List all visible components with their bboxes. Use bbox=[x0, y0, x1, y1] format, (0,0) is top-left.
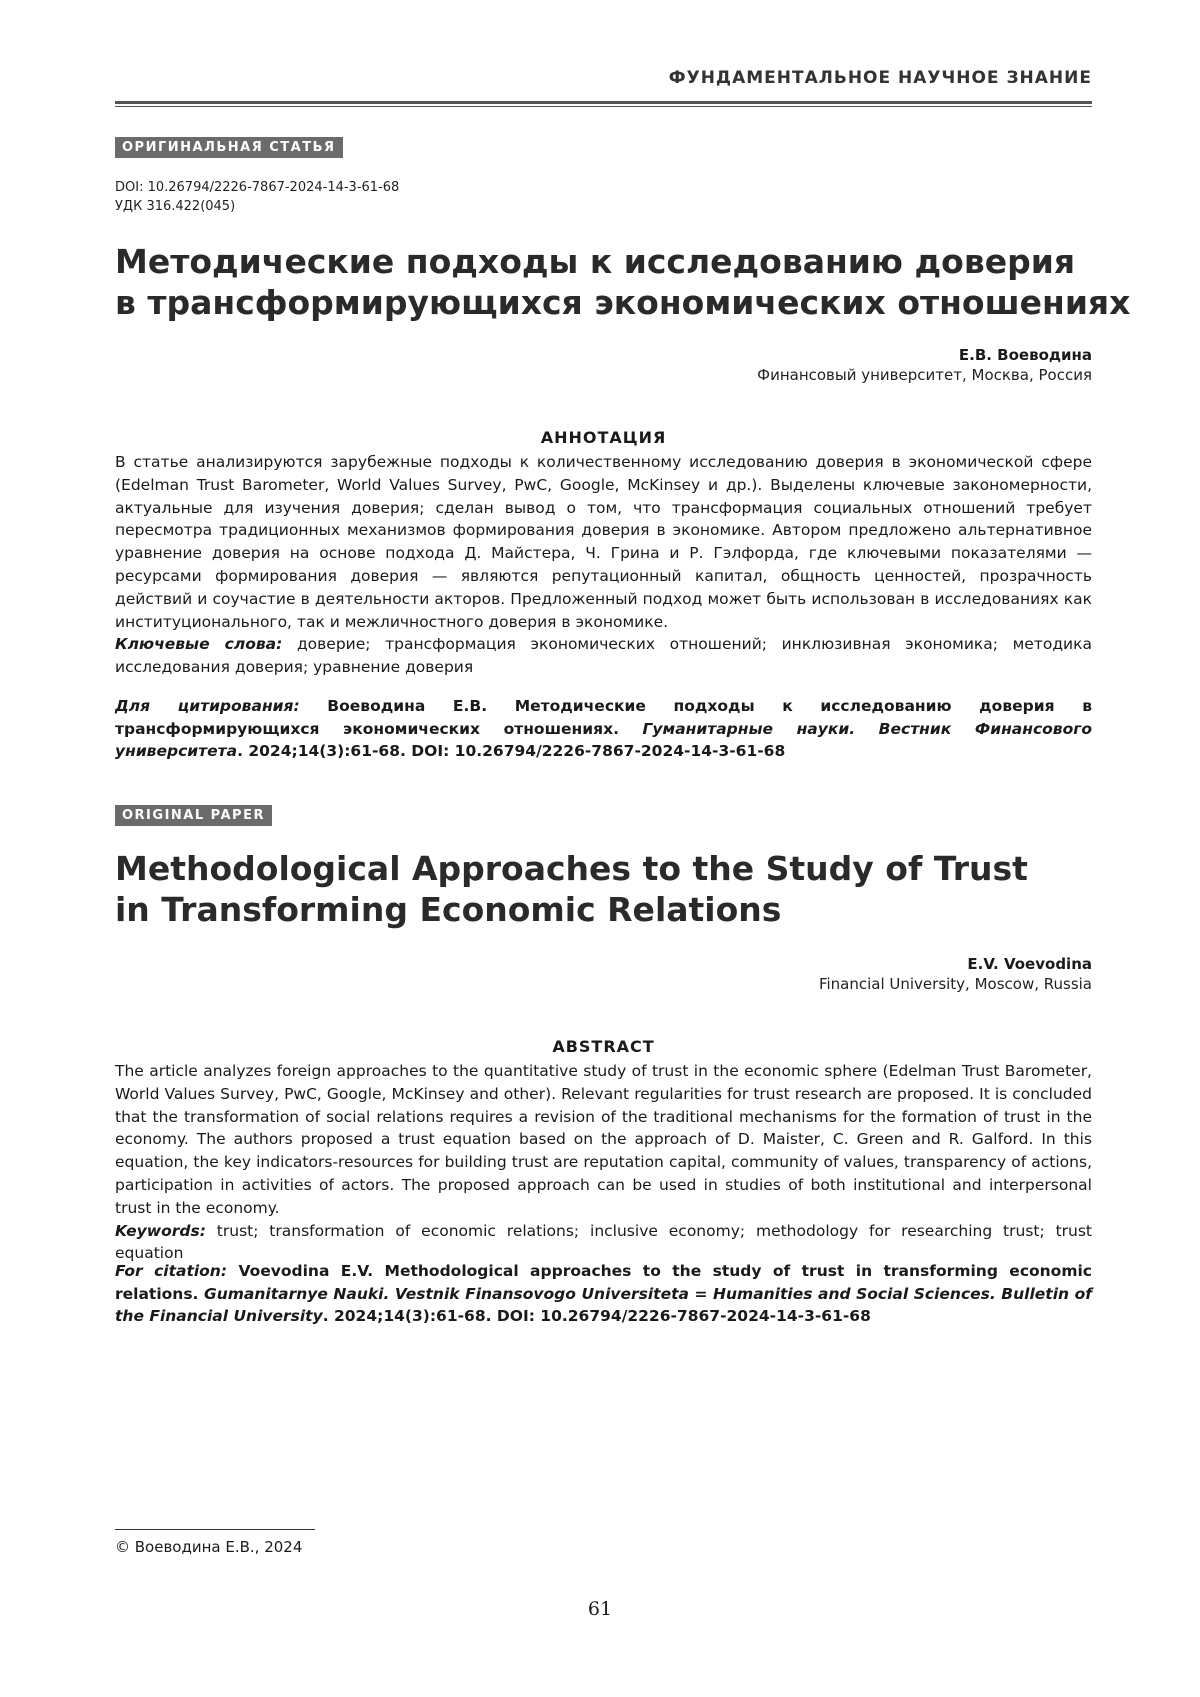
citation-ru bbox=[115, 695, 1092, 763]
udk-line: УДК 316.422(045) bbox=[115, 199, 235, 214]
article-type-badge-ru: ОРИГИНАЛЬНАЯ СТАТЬЯ bbox=[115, 137, 343, 158]
abstract-heading-en: ABSTRACT bbox=[115, 1037, 1092, 1056]
author-affiliation-ru: Финансовый университет, Москва, Россия bbox=[757, 366, 1092, 384]
journal-section-header: ФУНДАМЕНТАЛЬНОЕ НАУЧНОЕ ЗНАНИЕ bbox=[669, 68, 1092, 88]
header-rule-thick bbox=[115, 101, 1092, 104]
abstract-heading-ru: АННОТАЦИЯ bbox=[115, 428, 1092, 447]
article-type-badge-en: ORIGINAL PAPER bbox=[115, 805, 272, 826]
citation-main-ru: Воеводина Е.В. Методические подходы к исследованию доверия в трансформирующихся экономических отношениях. bbox=[115, 697, 1092, 738]
page-number: 61 bbox=[0, 1598, 1200, 1620]
footnote-rule bbox=[115, 1529, 315, 1530]
author-name-ru: Е.В. Воеводина bbox=[757, 346, 1092, 364]
citation-label-ru: Для цитирования: bbox=[115, 697, 300, 715]
keywords-en: trust; transformation of economic relations; inclusive economy; methodology for researching trust; trust equation bbox=[115, 1222, 1092, 1263]
title-line-en-1: Methodological Approaches to the Study of Trust bbox=[115, 848, 1028, 889]
citation-label-en: For citation: bbox=[115, 1262, 227, 1280]
citation-tail-ru: . 2024;14(3):61-68. DOI: 10.26794/2226-7867-2024-14-3-61-68 bbox=[237, 742, 785, 760]
citation-journal-ru: Гуманитарные науки. Вестник Финансового университета bbox=[115, 720, 1092, 761]
author-block-ru bbox=[757, 346, 1092, 384]
author-block-en bbox=[819, 955, 1092, 993]
author-name-en: E.V. Voevodina bbox=[819, 955, 1092, 973]
keywords-label-en: Keywords: bbox=[115, 1222, 206, 1240]
keywords-ru: доверие; трансформация экономических отношений; инклюзивная экономика; методика исследования доверия; уравнение доверия bbox=[115, 635, 1092, 676]
abstract-en bbox=[115, 1060, 1092, 1265]
citation-tail-en: . 2024;14(3):61-68. DOI: 10.26794/2226-7867-2024-14-3-61-68 bbox=[323, 1307, 871, 1325]
abstract-text-en: The article analyzes foreign approaches to the quantitative study of trust in the economic sphere (Edelman Trust Barometer, World Values Survey, PwC, Google, McKinsey and other). Relevant regularities for trust research are proposed. It is concluded that the transformation of social relations requires a revision of the traditional mechanisms for the formation of trust in the economy. The authors proposed a trust equation based on the approach of D. Maister, C. Green and R. Galford. In this equation, the key indicators-resources for building trust are reputation capital, community of values, transparency of actions, participation in activities of actors. The proposed approach can be used in studies of both institutional and interpersonal trust in the economy. bbox=[115, 1062, 1092, 1217]
citation-journal-en: Gumanitarnye Nauki. Vestnik Finansovogo Universiteta = Humanities and Social Sciences. Bulletin of the Financial University bbox=[115, 1285, 1092, 1326]
title-line-en-2: in Transforming Economic Relations bbox=[115, 889, 1028, 930]
copyright-note: © Воеводина Е.В., 2024 bbox=[115, 1538, 302, 1556]
title-line-ru-1: Методические подходы к исследованию доверия bbox=[115, 241, 1130, 282]
author-affiliation-en: Financial University, Moscow, Russia bbox=[819, 975, 1092, 993]
keywords-label-ru: Ключевые слова: bbox=[115, 635, 282, 653]
doi-line: DOI: 10.26794/2226-7867-2024-14-3-61-68 bbox=[115, 180, 399, 195]
article-title-ru bbox=[115, 241, 1130, 323]
citation-main-en: Voevodina E.V. Methodological approaches to the study of trust in transforming economic relations. bbox=[115, 1262, 1092, 1303]
citation-en bbox=[115, 1260, 1092, 1328]
abstract-ru bbox=[115, 451, 1092, 679]
header-rule-thin bbox=[115, 106, 1092, 107]
article-title-en bbox=[115, 848, 1028, 930]
abstract-text-ru: В статье анализируются зарубежные подходы к количественному исследованию доверия в экономической сфере (Edelman Trust Barometer, World Values Survey, PwC, Google, McKinsey и др.). Выделены ключевые закономерности, актуальные для изучения доверия; сделан вывод о том, что трансформация социальных отношений требует пересмотра традиционных механизмов формирования доверия в экономике. Автором предложено альтернативное уравнение доверия на основе подхода Д. Майстера, Ч. Грина и Р. Гэлфорда, где ключевыми показателями — ресурсами формирования доверия — являются репутационный капитал, общность ценностей, прозрачность действий и соучастие в деятельности акторов. Предложенный подход может быть использован в исследованиях как институционального, так и межличностного доверия в экономике. bbox=[115, 453, 1092, 631]
title-line-ru-2: в трансформирующихся экономических отношениях bbox=[115, 282, 1130, 323]
